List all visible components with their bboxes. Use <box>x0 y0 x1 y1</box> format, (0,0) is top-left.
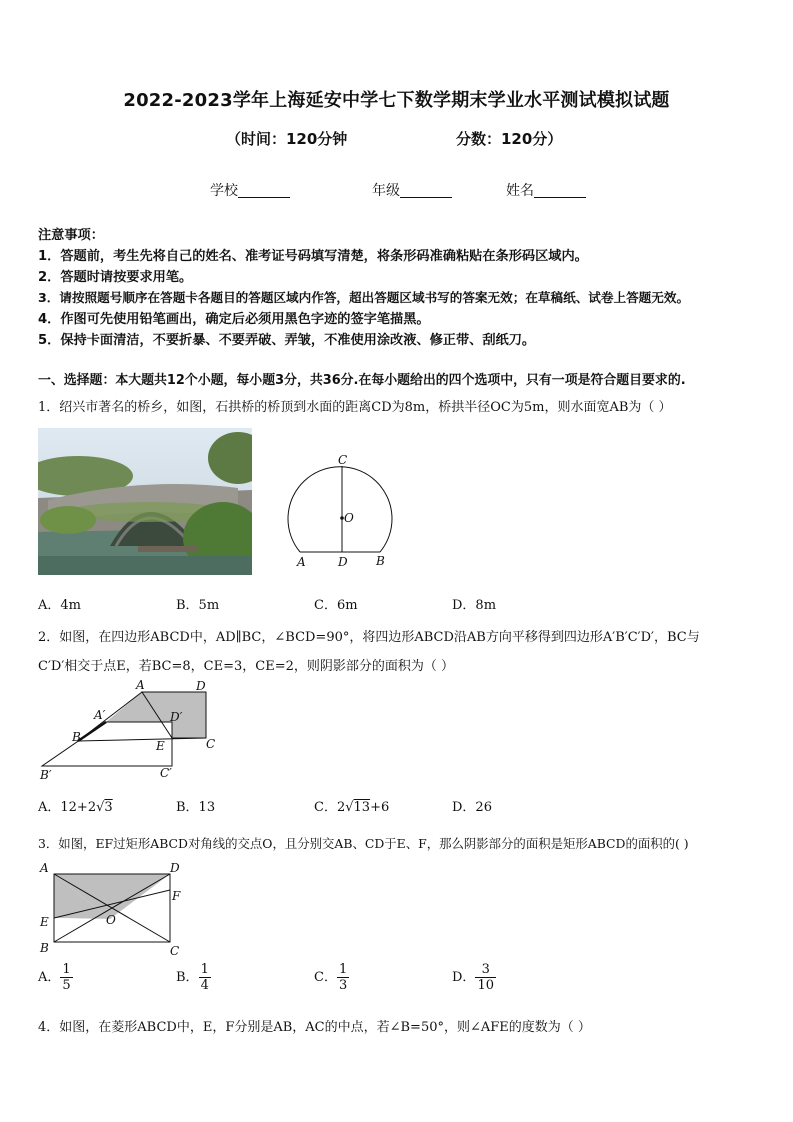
sqrt-icon: √ <box>345 800 354 815</box>
grade-field <box>372 180 452 200</box>
denominator: 4 <box>200 978 209 993</box>
grade-blank <box>400 183 452 198</box>
label-c-prime: C′ <box>160 766 172 780</box>
numerator: 3 <box>475 962 496 978</box>
q3-option-a-letter: A． <box>38 970 61 985</box>
q2-option-d[interactable]: D．26 <box>452 800 492 815</box>
question-4-text: 4．如图，在菱形ABCD中，E，F分别是AB，AC的中点，若∠B=50°，则∠AFE的度数为（ ） <box>38 1020 591 1035</box>
exam-time: （时间：120分钟 <box>226 130 348 148</box>
school-blank <box>238 183 290 198</box>
q2-option-c-suffix: +6 <box>370 800 390 815</box>
exam-score: 分数：120分） <box>456 130 563 148</box>
label-c: C <box>338 453 348 467</box>
q3-option-d-letter: D． <box>452 970 476 985</box>
q1-option-d[interactable]: D．8m <box>452 598 497 613</box>
label-b: B <box>376 554 385 568</box>
q3-option-b[interactable] <box>176 962 211 993</box>
notes-heading: 注意事项： <box>38 228 104 243</box>
note-item: 2．答题时请按要求用笔。 <box>38 270 193 285</box>
note-item: 1．答题前，考生先将自己的姓名、准考证号码填写清楚，将条形码准确粘贴在条形码区域内。 <box>38 249 588 264</box>
numerator: 1 <box>62 962 71 977</box>
label-a: A <box>40 861 49 875</box>
label-b-prime: B′ <box>40 768 52 782</box>
denominator: 3 <box>338 978 348 993</box>
label-e: E <box>156 739 165 753</box>
sqrt-icon: √ <box>96 800 105 815</box>
name-blank <box>534 183 586 198</box>
q2-option-a[interactable] <box>38 796 113 815</box>
rectangle-diagram <box>36 858 186 960</box>
numerator: 1 <box>200 962 209 977</box>
question-1-text: 1．绍兴市著名的桥乡，如图，石拱桥的桥顶到水面的距离CD为8m，桥拱半径OC为5m，则水面宽AB为（ ） <box>38 400 672 415</box>
q3-option-a[interactable] <box>38 962 73 993</box>
question-2-line1: 2．如图，在四边形ABCD中，AD∥BC，∠BCD=90°，将四边形ABCD沿AB方向平移得到四边形A′B′C′D′，BC与 <box>38 630 700 645</box>
label-d-prime: D′ <box>170 710 183 724</box>
label-c: C <box>170 944 180 958</box>
q2-option-c[interactable] <box>314 796 389 815</box>
school-field <box>210 180 290 200</box>
question-3-text: 3．如图，EF过矩形ABCD对角线的交点O，且分别交AB、CD于E、F，那么阴影部分的面积是矩形ABCD的面积的( ) <box>38 836 689 851</box>
label-d: D <box>338 555 348 569</box>
label-c: C <box>206 737 216 751</box>
fraction <box>475 962 496 993</box>
school-label: 学校 <box>210 183 238 199</box>
q1-option-a[interactable]: A．4m <box>38 598 81 613</box>
denominator: 5 <box>62 978 71 993</box>
question-2-line2: C′D′相交于点E，若BC=8，CE=3，CE=2，则阴影部分的面积为（ ） <box>38 659 455 674</box>
bridge-photo <box>38 428 252 575</box>
grade-label: 年级 <box>372 183 400 199</box>
arch-diagram <box>284 452 396 572</box>
q2-option-a-text: A．12+2 <box>38 800 97 815</box>
note-item: 3．请按照题号顺序在答题卡各题目的答题区域内作答，超出答题区域书写的答案无效；在草稿纸、试卷上答题无效。 <box>38 290 690 305</box>
fraction <box>60 962 72 993</box>
note-item: 5．保持卡面清洁，不要折暴、不要弄破、弄皱，不准使用涂改液、修正带、刮纸刀。 <box>38 333 536 348</box>
label-o: O <box>106 913 116 927</box>
label-b: B <box>72 730 81 744</box>
name-label: 姓名 <box>506 183 534 199</box>
q3-option-c-letter: C． <box>314 970 337 985</box>
q2-option-c-radicand: 13 <box>353 800 371 815</box>
q2-option-b[interactable]: B．13 <box>176 800 216 815</box>
label-b: B <box>40 941 49 955</box>
denominator: 10 <box>477 978 494 993</box>
label-o: O <box>344 511 354 525</box>
label-a-prime: A′ <box>94 708 106 722</box>
q1-option-c[interactable]: C．6m <box>314 598 358 613</box>
q2-option-c-text: C．2 <box>314 800 346 815</box>
label-a: A <box>297 555 306 569</box>
numerator: 1 <box>338 962 348 977</box>
note-item: 4．作图可先使用铅笔画出，确定后必须用黑色字迹的签字笔描黑。 <box>38 312 430 327</box>
q3-option-b-letter: B． <box>176 970 199 985</box>
fraction <box>199 962 211 993</box>
q3-option-c[interactable] <box>314 962 349 993</box>
section-heading: 一、选择题：本大题共12个小题，每小题3分，共36分.在每小题给出的四个选项中，只有一项是符合题目要求的. <box>38 373 686 388</box>
label-a: A <box>136 678 145 692</box>
fraction <box>337 962 349 993</box>
q3-option-d[interactable] <box>452 962 496 993</box>
label-f: F <box>172 889 181 903</box>
q1-option-b[interactable]: B．5m <box>176 598 220 613</box>
label-e: E <box>40 915 49 929</box>
label-d: D <box>170 861 180 875</box>
label-d: D <box>196 679 206 693</box>
trapezoid-diagram <box>38 678 228 784</box>
name-field <box>506 180 586 200</box>
page-title: 2022-2023学年上海延安中学七下数学期末学业水平测试模拟试题 <box>123 90 670 111</box>
q2-option-a-radicand: 3 <box>104 800 113 815</box>
